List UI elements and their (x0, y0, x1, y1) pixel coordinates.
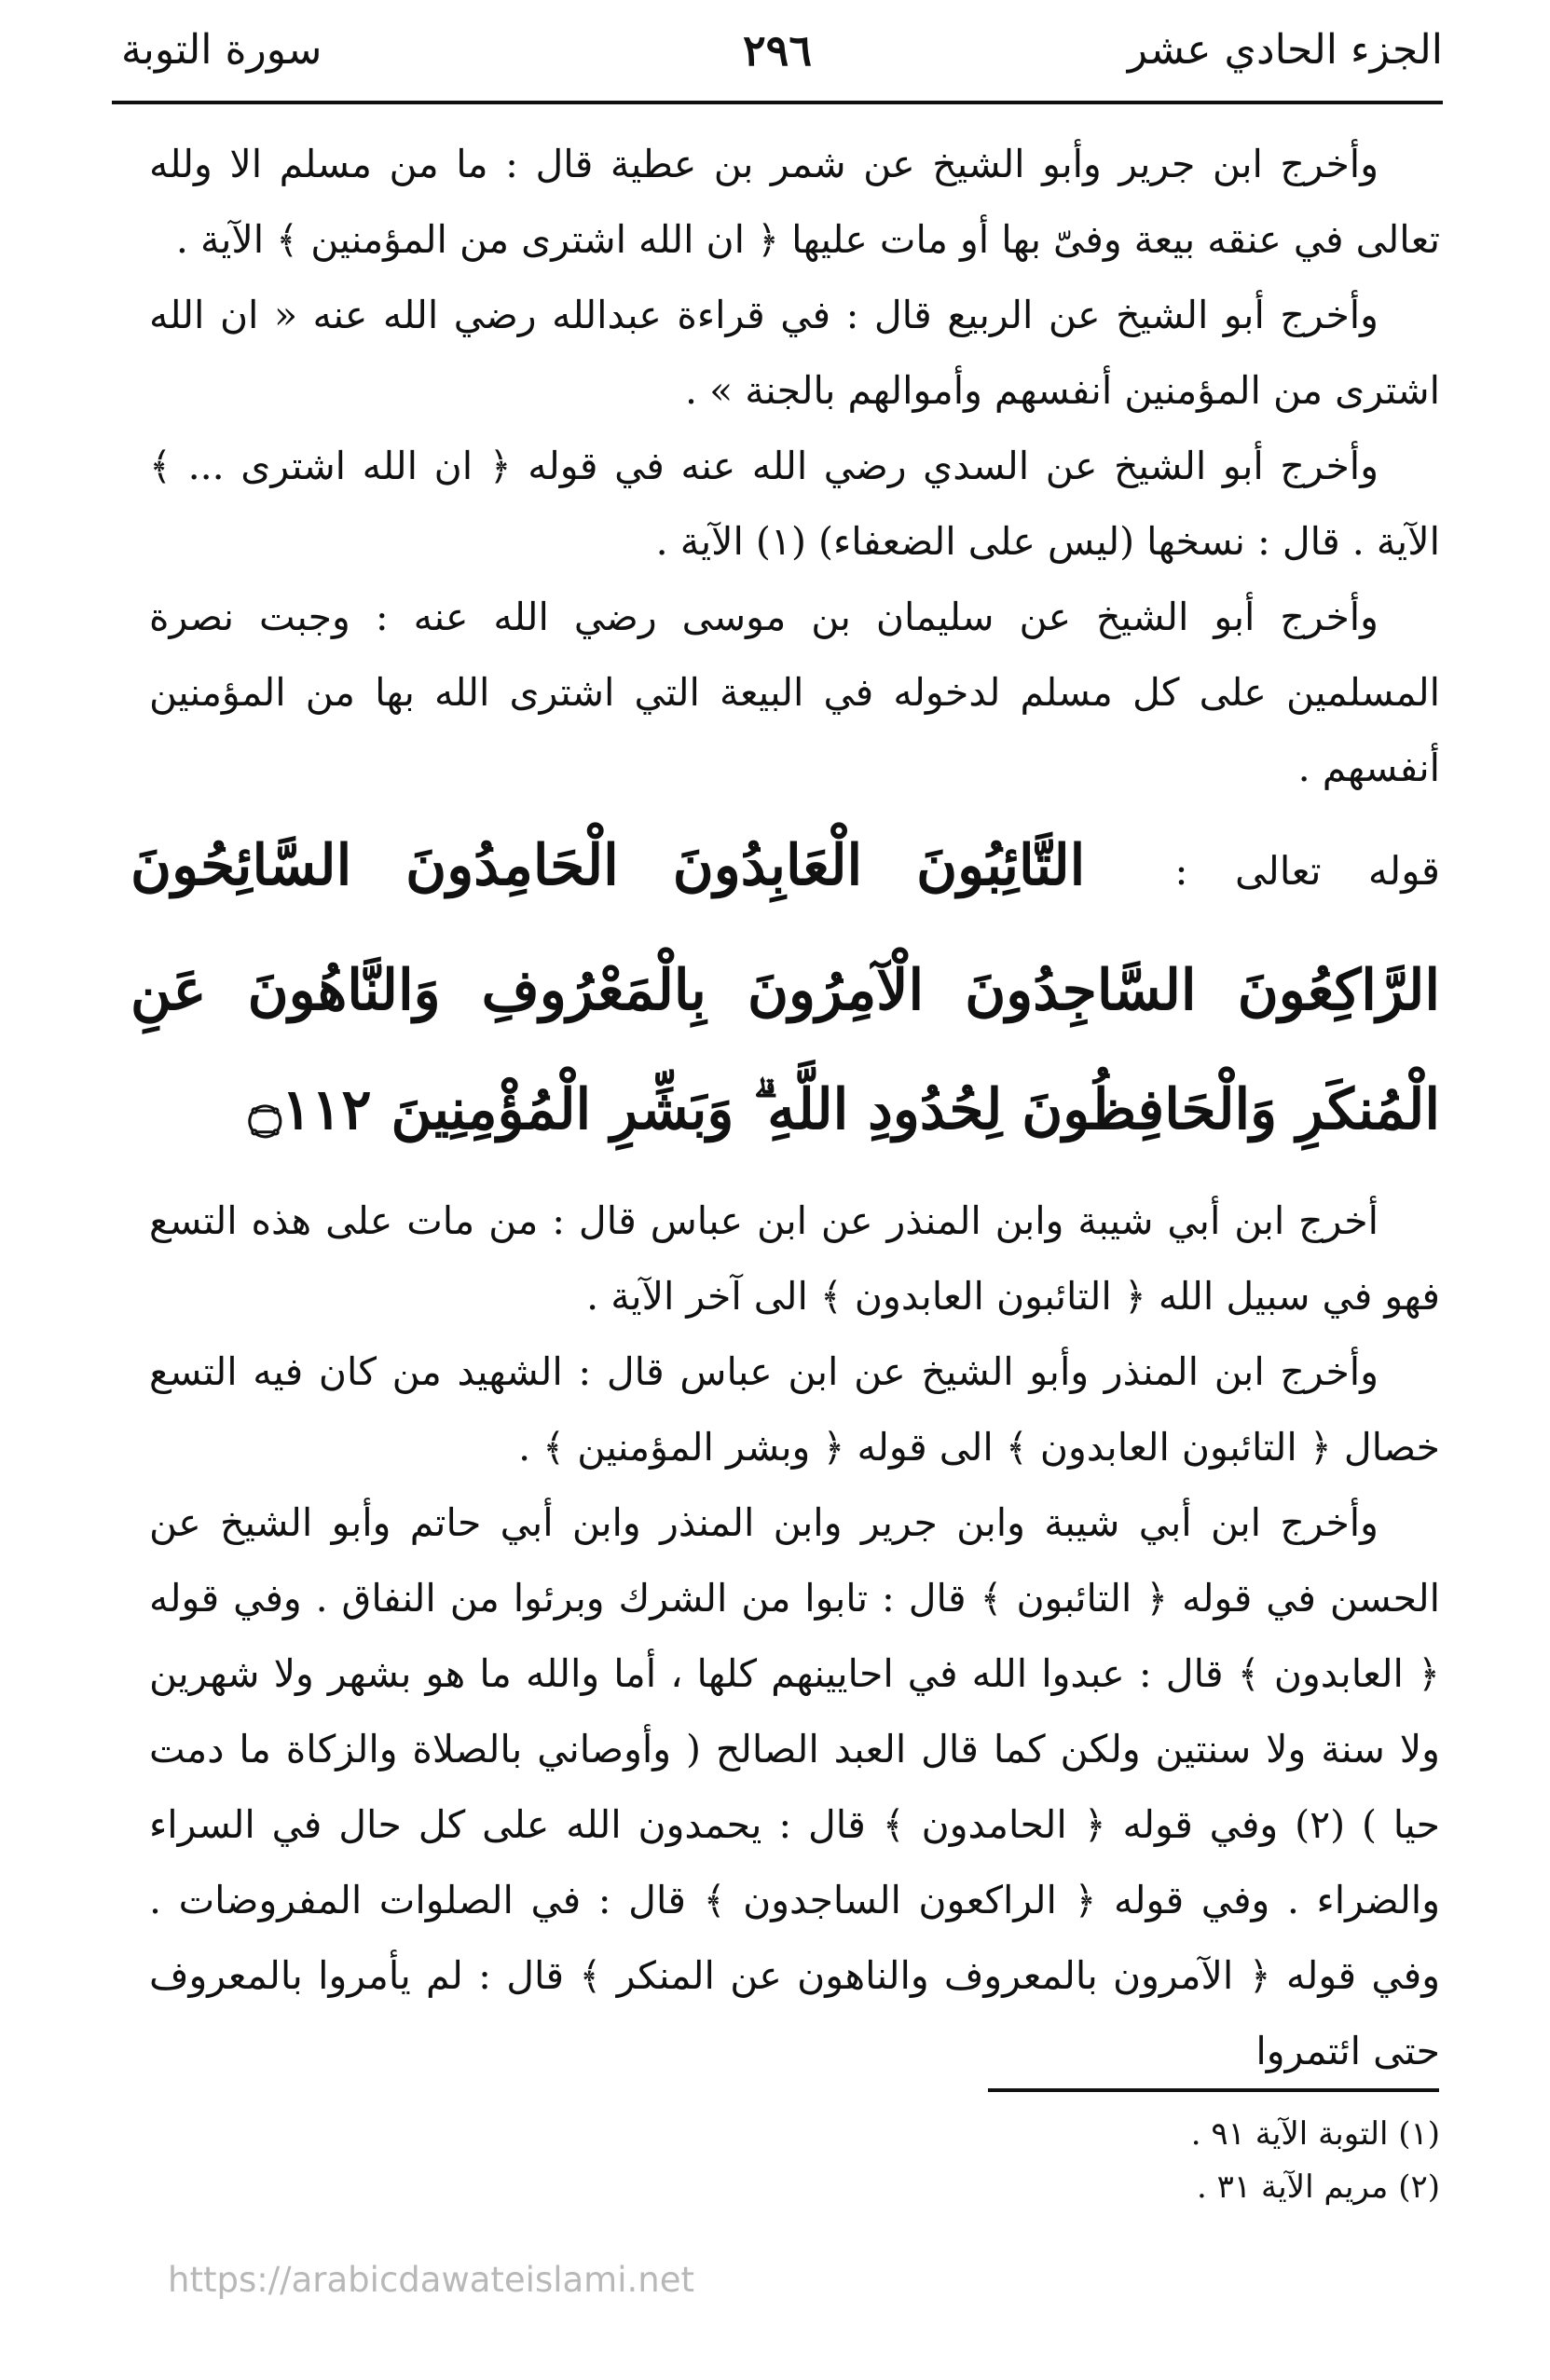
footnote-divider (988, 2088, 1439, 2092)
paragraph: وأخرج أبو الشيخ عن الربيع قال : في قراءة عبدالله رضي الله عنه « ان الله اشترى من المؤمنين أنفسهم وأموالهم بالجنة » . (149, 293, 1440, 413)
page-number: ٢٩٦ (742, 25, 813, 75)
paragraph: أخرج ابن أبي شيبة وابن المنذر عن ابن عباس قال : من مات على هذه التسع فهو في سبيل الله ﴿ التائبون العابدون ﴾ الى آخر الآية . (149, 1198, 1440, 1319)
part-title: الجزء الحادي عشر (1127, 26, 1443, 74)
quran-verse: التَّائِبُونَ الْعَابِدُونَ الْحَامِدُونَ السَّائِحُونَ الرَّاكِعُونَ السَّاجِدُونَ الْآمِرُونَ بِالْمَعْرُوفِ وَالنَّاهُونَ عَنِ الْمُنكَرِ وَالْحَافِظُونَ لِحُدُودِ اللَّهِ ۗ وَبَشِّرِ الْمُؤْمِنِينَ ۝١١٢ (130, 833, 1440, 1142)
verse-intro: قوله تعالى : (1174, 848, 1441, 894)
quran-verse-block (130, 806, 1440, 1169)
footnote: (١) التوبة الآية ٩١ . (1190, 2115, 1440, 2153)
bottom-text-block (149, 1183, 1440, 2089)
surah-title: سورة التوبة (121, 26, 322, 74)
paragraph: وأخرج أبو الشيخ عن السدي رضي الله عنه في قوله ﴿ ان الله اشترى ... ﴾ الآية . قال : نسخها (ليس على الضعفاء) (١) الآية . (149, 444, 1440, 564)
paragraph: وأخرج أبو الشيخ عن سليمان بن موسى رضي الله عنه : وجبت نصرة المسلمين على كل مسلم لدخوله في البيعة التي اشترى الله بها من المؤمنين أنفسهم . (149, 595, 1440, 790)
paragraph: وأخرج ابن جرير وأبو الشيخ عن شمر بن عطية قال : ما من مسلم الا ولله تعالى في عنقه بيعة وفىّ بها أو مات عليها ﴿ ان الله اشترى من المؤمنين ﴾ الآية . (149, 142, 1440, 262)
watermark-url: https://arabicdawateislami.net (168, 2260, 694, 2300)
footnote: (٢) مريم الآية ٣١ . (1197, 2168, 1440, 2206)
paragraph: وأخرج ابن المنذر وأبو الشيخ عن ابن عباس قال : الشهيد من كان فيه التسع خصال ﴿ التائبون العابدون ﴾ الى قوله ﴿ وبشر المؤمنين ﴾ . (149, 1349, 1440, 1470)
top-text-block (149, 127, 1440, 806)
footnotes (373, 2108, 1440, 2214)
header-divider (112, 101, 1443, 104)
paragraph: وأخرج ابن أبي شيبة وابن جرير وابن المنذر وابن أبي حاتم وأبو الشيخ عن الحسن في قوله ﴿ التائبون ﴾ قال : تابوا من الشرك وبرئوا من النفاق . وفي قوله ﴿ العابدون ﴾ قال : عبدوا الله في احايينهم كلها ، أما والله ما هو بشهر ولا شهرين ولا سنة ولا سنتين ولكن كما قال العبد الصالح ( وأوصاني بالصلاة والزكاة ما دمت حيا ) (٢) وفي قوله ﴿ الحامدون ﴾ قال : يحمدون الله على كل حال في السراء والضراء . وفي قوله ﴿ الراكعون الساجدون ﴾ قال : في الصلوات المفروضات . وفي قوله ﴿ الآمرون بالمعروف والناهون عن المنكر ﴾ قال : لم يأمروا بالمعروف حتى ائتمروا (149, 1500, 1440, 2073)
page-header (112, 13, 1443, 88)
